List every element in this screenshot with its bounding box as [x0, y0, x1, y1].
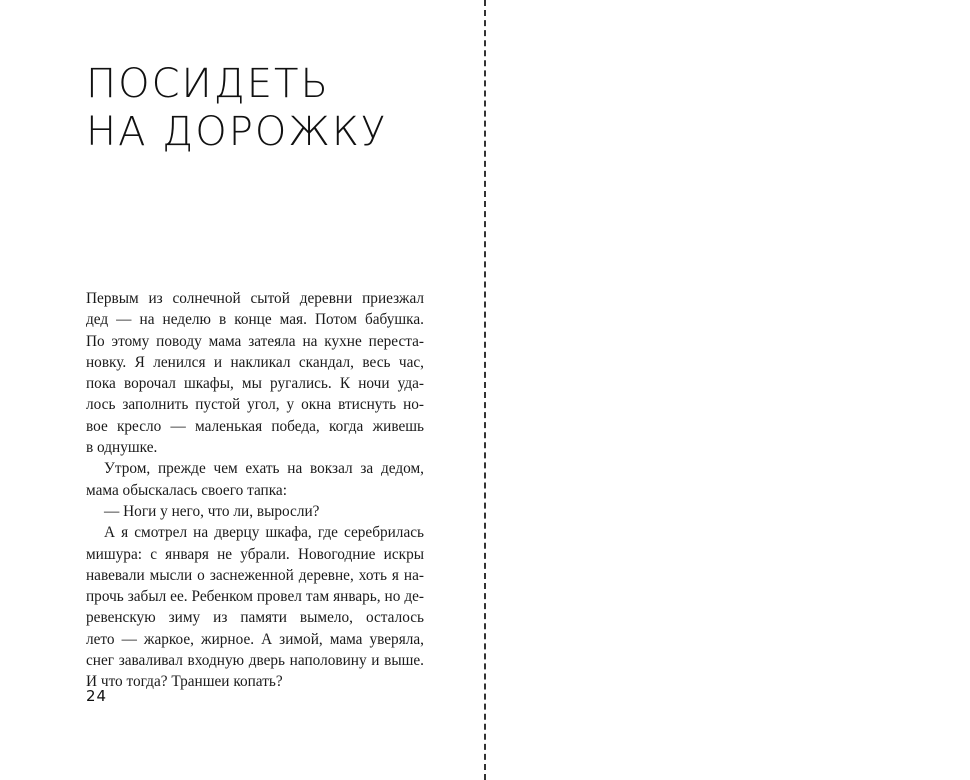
text-line: вое кресло — маленькая победа, когда живешь — [86, 417, 424, 435]
text-line: навевали мысли о заснеженной деревне, хоть я на- — [86, 566, 424, 584]
right-page — [486, 0, 970, 780]
text-line: новку. Я ленился и накликал скандал, весь час, — [86, 353, 424, 371]
text-line: По этому поводу мама затеяла на кухне переста- — [86, 332, 424, 350]
text-line: пока ворочал шкафы, мы ругались. К ночи уда- — [86, 375, 424, 393]
text-line: ревенскую зиму из памяти вымело, осталось — [86, 609, 424, 627]
text-line: снег заваливал входную дверь наполовину и выше. — [86, 652, 424, 670]
text-line: И что тогда? Траншеи копать? — [86, 673, 283, 691]
chapter-title-line: ПОСИДЕТЬ — [86, 61, 330, 107]
page-number-left: 24 — [86, 687, 108, 705]
text-line: — Ноги у него, что ли, выросли? — [104, 502, 320, 520]
left-page — [0, 0, 484, 780]
left-body-text — [86, 288, 424, 693]
text-line: мама обыскалась своего тапка: — [86, 481, 287, 499]
text-line: лето — жаркое, жирное. А зимой, мама уверяла, — [86, 630, 424, 648]
text-line: дед — на неделю в конце мая. Потом бабушка. — [86, 311, 424, 329]
text-line: прочь забыл ее. Ребенком провел там январь, но де- — [86, 588, 424, 606]
text-line: в однушке. — [86, 439, 158, 457]
chapter-title — [86, 60, 466, 156]
chapter-title-line: НА ДОРОЖКУ — [86, 109, 388, 155]
text-line: мишура: с января не убрали. Новогодние искры — [86, 545, 424, 563]
text-line: Утром, прежде чем ехать на вокзал за дедом, — [104, 460, 424, 478]
text-line: А я смотрел на дверцу шкафа, где серебрилась — [104, 524, 424, 542]
text-line: лось заполнить пустой угол, у окна втиснуть но- — [86, 396, 424, 414]
text-line: Первым из солнечной сытой деревни приезжал — [86, 290, 424, 307]
